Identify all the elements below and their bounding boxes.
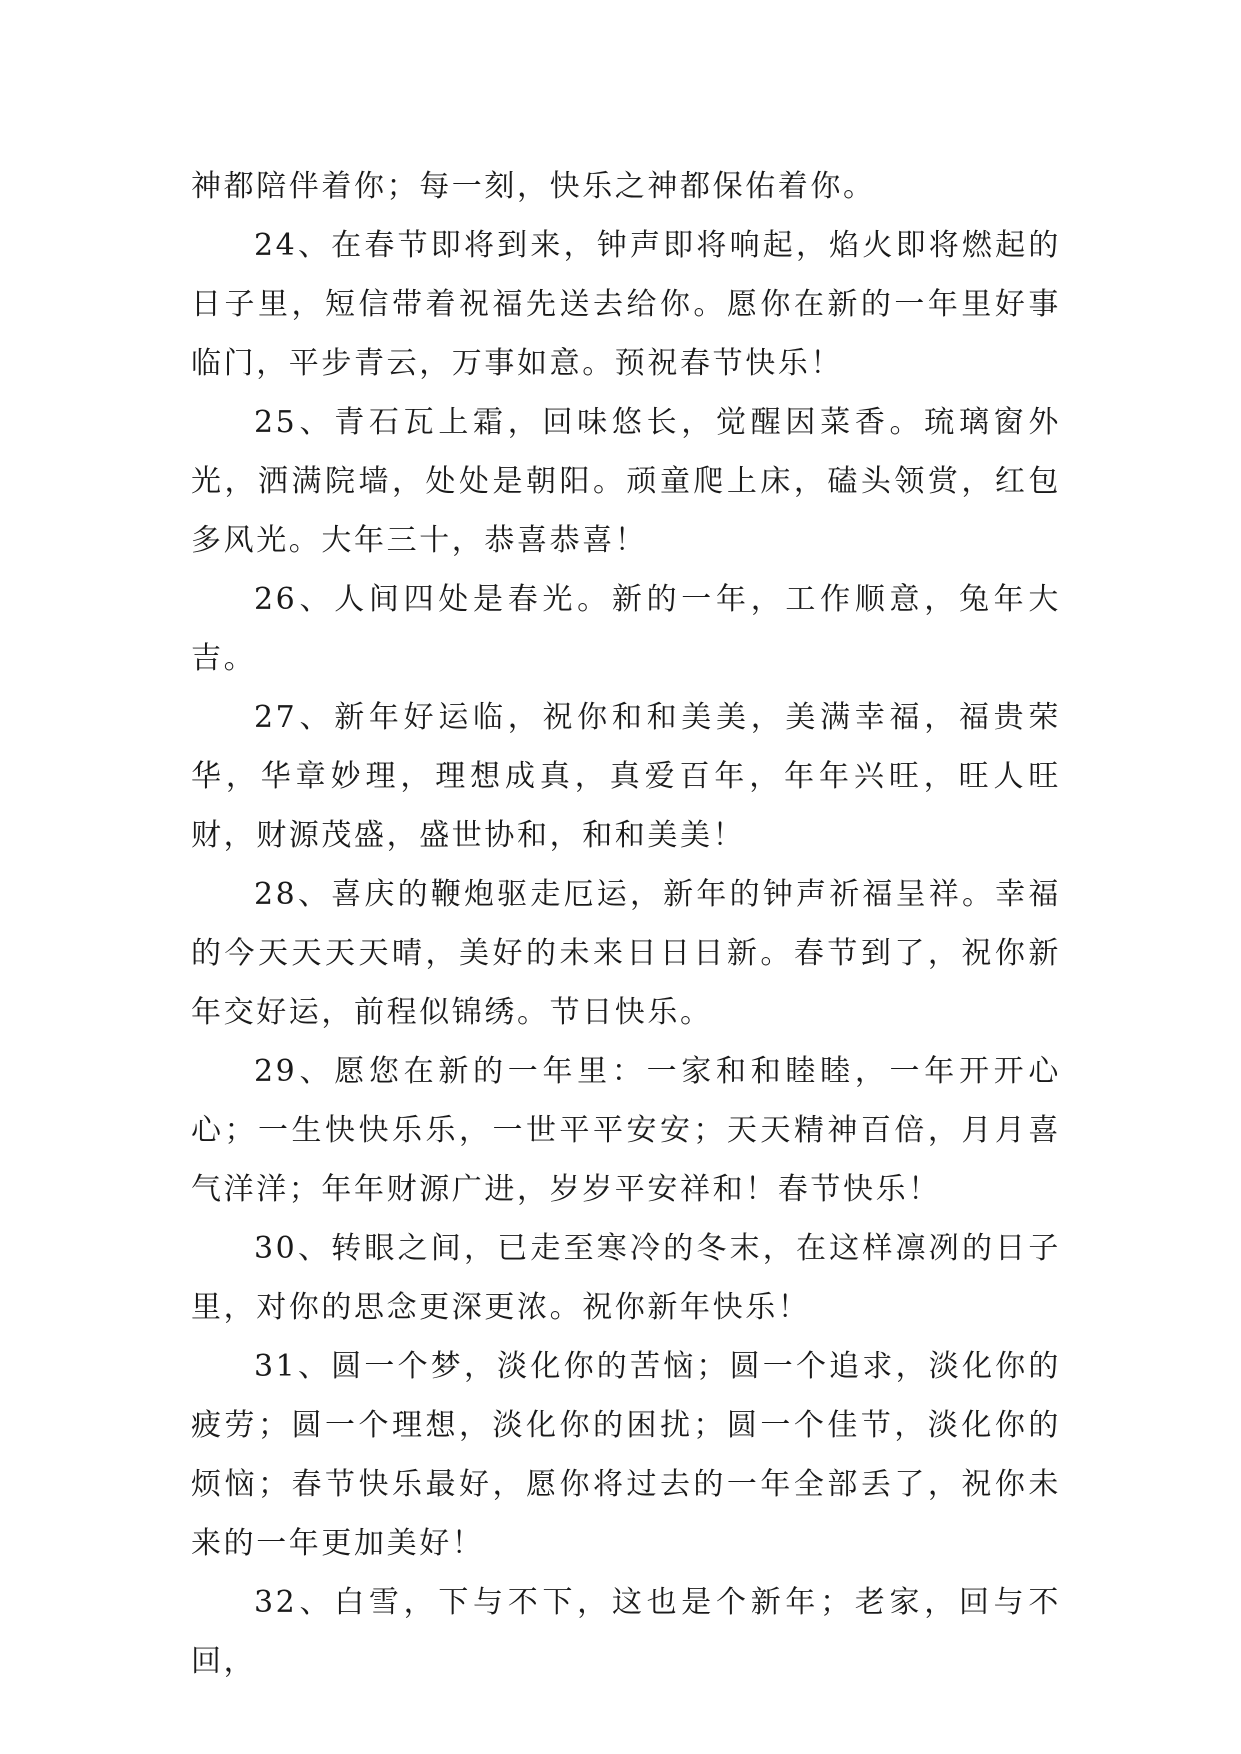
paragraph-27: 27、新年好运临，祝你和和美美，美满幸福，福贵荣华，华章妙理，理想成真，真爱百年，年年兴旺，旺人旺财，财源茂盛，盛世协和，和和美美！ [191,700,1061,853]
paragraph-continued: 神都陪伴着你；每一刻，快乐之神都保佑着你。 [191,169,876,204]
document-body [191,157,1061,1691]
paragraph-29: 29、愿您在新的一年里：一家和和睦睦，一年开开心心；一生快快乐乐，一世平平安安；天天精神百倍，月月喜气洋洋；年年财源广进，岁岁平安祥和！春节快乐！ [191,1054,1061,1207]
paragraph-31: 31、圆一个梦，淡化你的苦恼；圆一个追求，淡化你的疲劳；圆一个理想，淡化你的困扰；圆一个佳节，淡化你的烦恼；春节快乐最好，愿你将过去的一年全部丢了，祝你未来的一年更加美好！ [191,1349,1061,1561]
paragraph-26: 26、人间四处是春光。新的一年，工作顺意，兔年大吉。 [191,582,1061,676]
paragraph-32: 32、白雪，下与不下，这也是个新年；老家，回与不回， [191,1585,1061,1679]
paragraph-30: 30、转眼之间，已走至寒冷的冬末，在这样凛冽的日子里，对你的思念更深更浓。祝你新年快乐！ [191,1231,1061,1325]
paragraph-25: 25、青石瓦上霜，回味悠长，觉醒因菜香。琉璃窗外光，洒满院墙，处处是朝阳。顽童爬上床，磕头领赏，红包多风光。大年三十，恭喜恭喜！ [191,405,1061,558]
paragraph-24: 24、在春节即将到来，钟声即将响起，焰火即将燃起的日子里，短信带着祝福先送去给你。愿你在新的一年里好事临门，平步青云，万事如意。预祝春节快乐！ [191,228,1061,381]
paragraph-28: 28、喜庆的鞭炮驱走厄运，新年的钟声祈福呈祥。幸福的今天天天天晴，美好的未来日日日新。春节到了，祝你新年交好运，前程似锦绣。节日快乐。 [191,877,1061,1030]
